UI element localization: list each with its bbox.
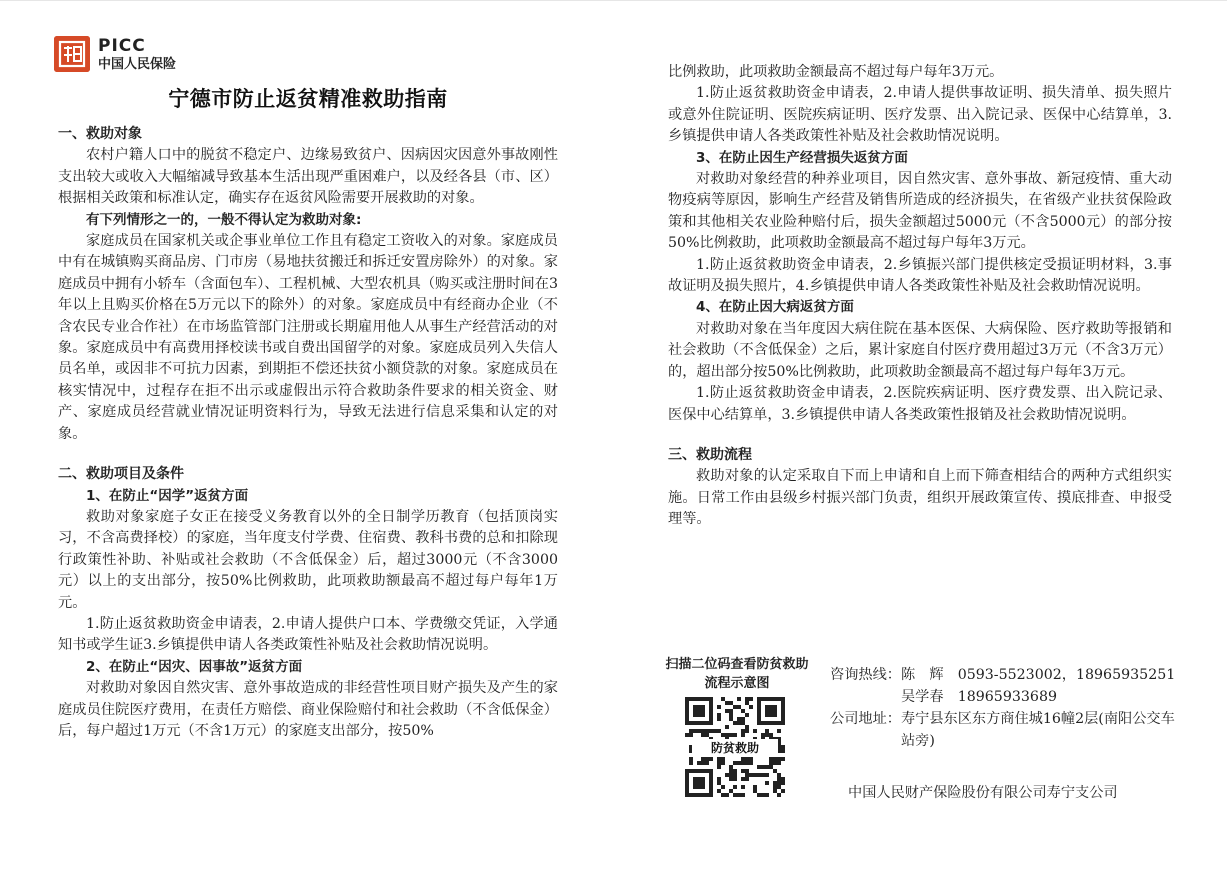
business-paragraph: 对救助对象经营的种养业项目，因自然灾害、意外事故、新冠疫情、重大动物疫病等原因，影响生产经营及销售所造成的经济损失，在省级产业扶贫保险政策和其他相关农业险种赔付后，损失金额超过5000元（不含5000元）的部分按50%比例救助，此项救助金额最高不超过每户每年3万元。 xyxy=(668,171,1172,252)
address-value: 寿宁县东区东方商住城16幢2层(南阳公交车站旁) xyxy=(900,711,1175,749)
address-label: 公司地址： xyxy=(830,711,901,727)
disaster-materials-text: 1.防止返贫救助资金申请表，2.申请人提供事故证明、损失清单、损失照片或意外住院证明、医院疾病证明、医疗发票、出入院记录、医保中心结算单，3.乡镇提供申请人各类政策性补贴及社会救助情况说明。 xyxy=(668,85,1172,145)
hotline-line1: 陈 辉 0593-5523002，18965935251 xyxy=(900,667,1176,683)
disaster-paragraph-part1: 对救助对象因自然灾害、意外事故造成的非经营性项目财产损失及产生的家庭成员住院医疗费用，在责任方赔偿、商业保险赔付和社会救助（不含低保金）后，每户超过1万元（不含1万元）的家庭支出部分，按50% xyxy=(58,680,558,739)
section-heading-projects: 二、救助项目及条件 xyxy=(58,466,184,483)
company-name: 中国人民财产保险股份有限公司寿宁支公司 xyxy=(848,785,1118,801)
subsection-heading-disaster: 2、在防止“因灾、因事故”返贫方面 xyxy=(86,658,303,675)
subsection-heading-education: 1、在防止“因学”返贫方面 xyxy=(86,487,249,504)
section-heading-process: 三、救助流程 xyxy=(668,446,752,463)
qr-center-label: 防贫救助 xyxy=(692,739,778,757)
left-column xyxy=(58,124,558,742)
subsection-heading-illness: 4、在防止因大病返贫方面 xyxy=(696,299,854,316)
business-materials xyxy=(668,255,1172,298)
education-materials-text: 1.防止返贫救助资金申请表，2.申请人提供户口本、学费缴交凭证，入学通知书或学生证3.乡镇提供申请人各类政策性补贴及社会救助情况说明。 xyxy=(58,615,558,654)
disaster-paragraph-part2: 比例救助，此项救助金额最高不超过每户每年3万元。 xyxy=(668,64,1004,80)
document-title: 宁德市防止返贫精准救助指南 xyxy=(168,86,448,111)
exclusion-heading: 有下列情形之一的，一般不得认定为救助对象: xyxy=(86,211,362,228)
process-paragraph: 救助对象的认定采取自下而上申请和自上而下筛查相结合的两种方式组织实施。日常工作由县级乡村振兴部门负责，组织开展政策宣传、摸底排查、申报受理等。 xyxy=(668,468,1172,528)
section-heading-recipients: 一、救助对象 xyxy=(58,126,142,142)
illness-materials-text: 1.防止返贫救助资金申请表，2.医院疾病证明、医疗费发票、出入院记录、医保中心结算单，3.乡镇提供申请人各类政策性报销及社会救助情况说明。 xyxy=(668,385,1172,423)
disaster-materials xyxy=(668,83,1172,147)
education-materials xyxy=(58,614,558,657)
right-column xyxy=(668,62,1172,531)
subsection-heading-business: 3、在防止因生产经营损失返贫方面 xyxy=(696,149,908,166)
hotline-label: 咨询热线： xyxy=(830,667,901,683)
logo-brand-cn: 中国人民保险 xyxy=(98,56,177,72)
picc-logo xyxy=(54,36,176,72)
qr-code[interactable] xyxy=(685,697,785,797)
exclusion-paragraph: 家庭成员在国家机关或企事业单位工作且有稳定工资收入的对象。家庭成员中有在城镇购买商品房、门市房（易地扶贫搬迁和拆迁安置房除外）的对象。家庭成员中拥有小轿车（含面包车）、工程机械、大型农机具（购买或注册时间在3年以上且购买价格在5万元以下的除外）的对象。家庭成员中有经商办企业（不含农民专业合作社）在市场监管部门注册或长期雇用他人从事生产经营活动的对象。家庭成员中有高费用择校读书或自费出国留学的对象。家庭成员列入失信人员名单，或因非不可抗力因素，到期拒不偿还扶贫小额贷款的对象。家庭成员在核实情况中，过程存在拒不出示或虚假出示符合救助条件要求的相关资金、财产、家庭成员经营就业情况证明资料行为，导致无法进行信息采集和认定的对象。 xyxy=(58,233,558,442)
contact-block xyxy=(830,664,1180,752)
picc-emblem-icon xyxy=(54,36,90,72)
qr-caption: 扫描二位码查看防贫救助流程示意图 xyxy=(665,657,809,691)
illness-paragraph: 对救助对象在当年度因大病住院在基本医保、大病保险、医疗救助等报销和社会救助（不含低保金）之后，累计家庭自付医疗费用超过3万元（不含3万元）的，超出部分按50%比例救助，此项救助金额最高不超过每户每年3万元。 xyxy=(668,320,1172,380)
recipients-paragraph: 农村户籍人口中的脱贫不稳定户、边缘易致贫户、因病因灾因意外事故刚性支出较大或收入大幅缩减导致基本生活出现严重困难户，以及经各县（市、区）根据相关政策和标准认定，确实存在返贫风险需要开展救助的对象。 xyxy=(58,147,558,207)
education-paragraph: 救助对象家庭子女正在接受义务教育以外的全日制学历教育（包括顶岗实习，不含高费择校）的家庭，当年度支付学费、住宿费、教科书费的总和扣除现行政策性补助、补贴或社会救助（不含低保金）后，超过3000元（不含3000元）以上的支出部分，按50%比例救助，此项救助额最高不超过每户每年1万元。 xyxy=(58,508,558,611)
illness-materials xyxy=(668,383,1172,426)
hotline-line2: 吴学春 18965933689 xyxy=(900,689,1057,705)
business-materials-text: 1.防止返贫救助资金申请表，2.乡镇振兴部门提供核定受损证明材料，3.事故证明及损失照片，4.乡镇提供申请人各类政策性补贴及社会救助情况说明。 xyxy=(668,256,1172,295)
logo-brand-en: PICC xyxy=(98,35,146,56)
